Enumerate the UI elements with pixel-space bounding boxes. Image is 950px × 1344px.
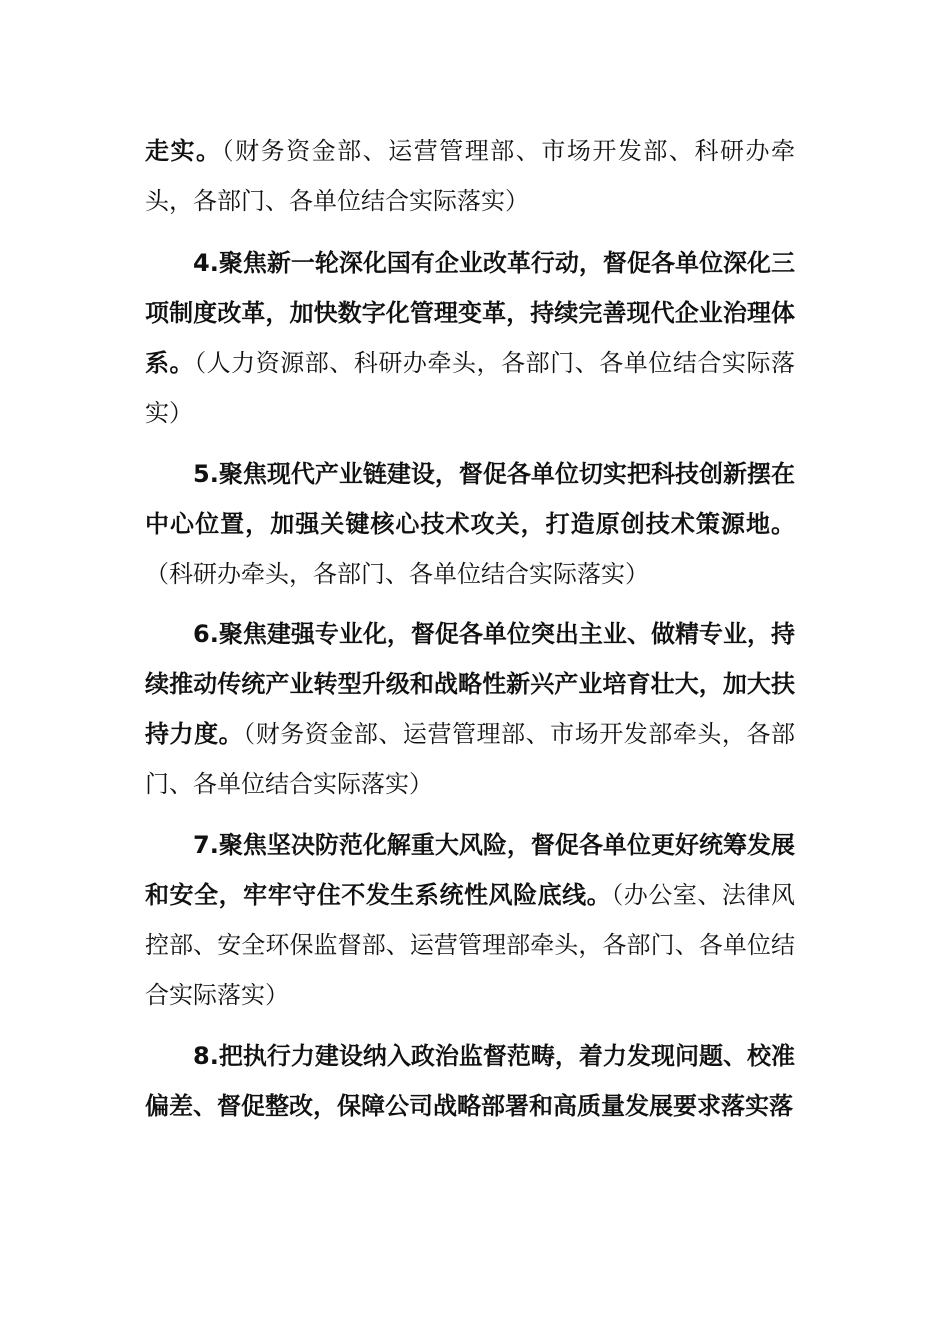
paragraph-responsibility-note: （科研办牵头，各部门、各单位结合实际落实）	[145, 560, 649, 588]
paragraph-bold-text: 4.聚焦新一轮深化国有企业改革行动，督促各单位深化三项制度改革，加快数字化管理变革，持续完善现代企业治理体系。	[145, 249, 795, 377]
paragraph-item-5	[145, 449, 795, 599]
paragraph-item-4	[145, 238, 795, 438]
paragraph-responsibility-note: （财务资金部、运营管理部、市场开发部牵头，各部门、各单位结合实际落实）	[145, 720, 796, 798]
paragraph-responsibility-note: （人力资源部、科研办牵头，各部门、各单位结合实际落实）	[145, 349, 795, 427]
paragraph-item-6	[145, 609, 795, 809]
paragraph-bold-text: 7.聚焦坚决防范化解重大风险，督促各单位更好统筹发展和安全，牢牢守住不发生系统性风险底线。	[145, 831, 795, 909]
paragraph-responsibility-note: （办公室、法律风控部、安全环保监督部、运营管理部牵头，各部门、各单位结合实际落实）	[145, 881, 796, 1009]
paragraph-responsibility-note: （财务资金部、运营管理部、市场开发部、科研办牵头，各部门、各单位结合实际落实）	[145, 137, 796, 215]
paragraph-bold-text: 8.把执行力建设纳入政治监督范畴，着力发现问题、校准偏差、督促整改，保障公司战略部署和高质量发展要求落实落	[145, 1042, 795, 1120]
paragraph-bold-text: 5.聚焦现代产业链建设，督促各单位切实把科技创新摆在中心位置，加强关键核心技术攻关，打造原创技术策源地。	[145, 460, 795, 538]
paragraph-bold-text: 6.聚焦建强专业化，督促各单位突出主业、做精专业，持续推动传统产业转型升级和战略性新兴产业培育壮大，加大扶持力度。	[145, 620, 795, 748]
paragraph-continuation	[145, 126, 795, 226]
paragraph-bold-text: 走实。	[145, 137, 222, 165]
paragraph-item-8	[145, 1031, 795, 1131]
paragraph-item-7	[145, 820, 795, 1020]
